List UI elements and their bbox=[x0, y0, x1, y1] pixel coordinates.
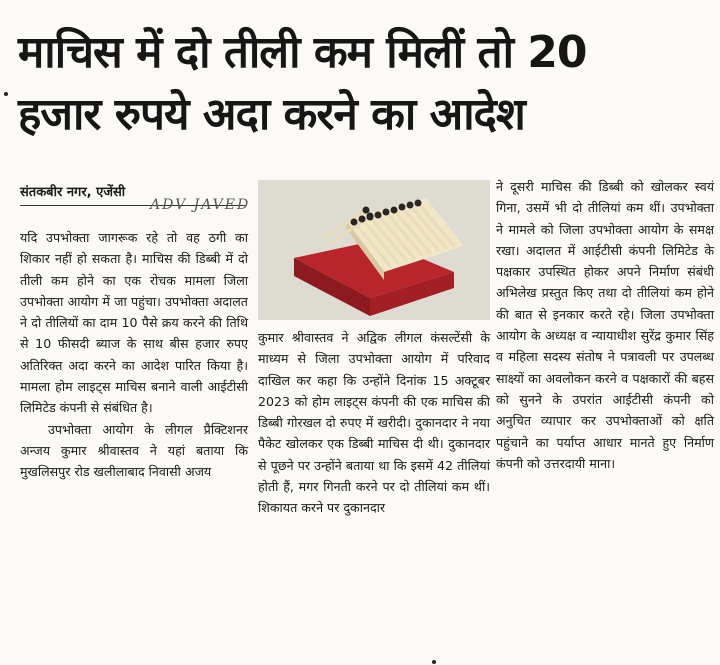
paragraph: उपभोक्ता आयोग के लीगल प्रैक्टिशनर अन्जय कुमार श्रीवास्तव ने यहां बताया कि मुखलिसपुर रोड खलीलाबाद निवासी अजय bbox=[20, 421, 248, 480]
paragraph: यदि उपभोक्ता जागरूक रहे तो वह ठगी का शिकार नहीं हो सकता है। माचिस की डिब्बी में दो तीली कम होने का एक रोचक मामला जिला उपभोक्ता आयोग में जा पहुंचा। उपभोक्ता अदालत ने दो तीलियों का दाम 10 पैसे क्रय करने की तिथि से 10 फीसदी ब्याज के साथ बीस हजार रुपए अतिरिक्त अदा करने का आदेश पारित किया है। मामला होम लाइट्स माचिस बनाने वाली आईटीसी लिमिटेड कंपनी से संबंधित है। bbox=[20, 230, 248, 416]
article-column-3 bbox=[496, 176, 714, 474]
headline-line-1: माचिस में दो तीली कम मिलीं तो 20 bbox=[18, 27, 587, 78]
article-column-2 bbox=[258, 327, 490, 519]
article-column-1 bbox=[20, 227, 248, 483]
print-mark bbox=[4, 92, 8, 96]
print-mark bbox=[432, 660, 436, 664]
matchbox-photo bbox=[258, 180, 490, 320]
reporter-signature: ADV JAVED bbox=[150, 197, 251, 213]
article-headline bbox=[18, 22, 708, 146]
matchbox-illustration bbox=[258, 180, 490, 320]
paragraph: कुमार श्रीवास्तव ने अद्विक लीगल कंसल्टेंसी के माध्यम से जिला उपभोक्ता आयोग में परिवाद दाखिल कर कहा कि उन्होंने दिनांक 15 अक्टूबर 2023 को होम लाइट्स कंपनी की एक माचिस की डिब्बी गोरखल दो रुपए में खरीदी। दुकानदार ने नया पैकेट खोलकर एक डिब्बी माचिस दी थी। दुकानदार से पूछने पर उन्होंने बताया था कि इसमें 42 तीलियां होती हैं, मगर गिनती करने पर दो तीलियां कम थीं। शिकायत करने पर दुकानदार bbox=[258, 330, 490, 516]
paragraph: ने दूसरी माचिस की डिब्बी को खोलकर स्वयं गिना, उसमें भी दो तीलियां कम थीं। उपभोक्ता ने मामले को जिला उपभोक्ता आयोग के समक्ष रखा। अदालत में आईटीसी कंपनी लिमिटेड के पक्षकार उपस्थित होकर अपने निर्माण संबंधी अभिलेख प्रस्तुत किए तथा दो तीलियां कम होने की बात से इनकार करते रहे। जिला उपभोक्ता आयोग के अध्यक्ष व न्यायाधीश सुरेंद्र कुमार सिंह व महिला सदस्य संतोष ने पत्रावली पर उपलब्ध साक्ष्यों का अवलोकन करने व पक्षकारों की बहस को सुनने के उपरांत आईटीसी कंपनी को अनुचित व्यापार कर उपभोक्ताओं को क्षति पहुंचाने का पर्याप्त आधार मानते हुए निर्माण कंपनी को उत्तरदायी माना। bbox=[496, 179, 714, 471]
headline-line-2: हजार रुपये अदा करने का आदेश bbox=[18, 89, 525, 140]
byline: संतकबीर नगर, एजेंसी bbox=[20, 185, 126, 200]
